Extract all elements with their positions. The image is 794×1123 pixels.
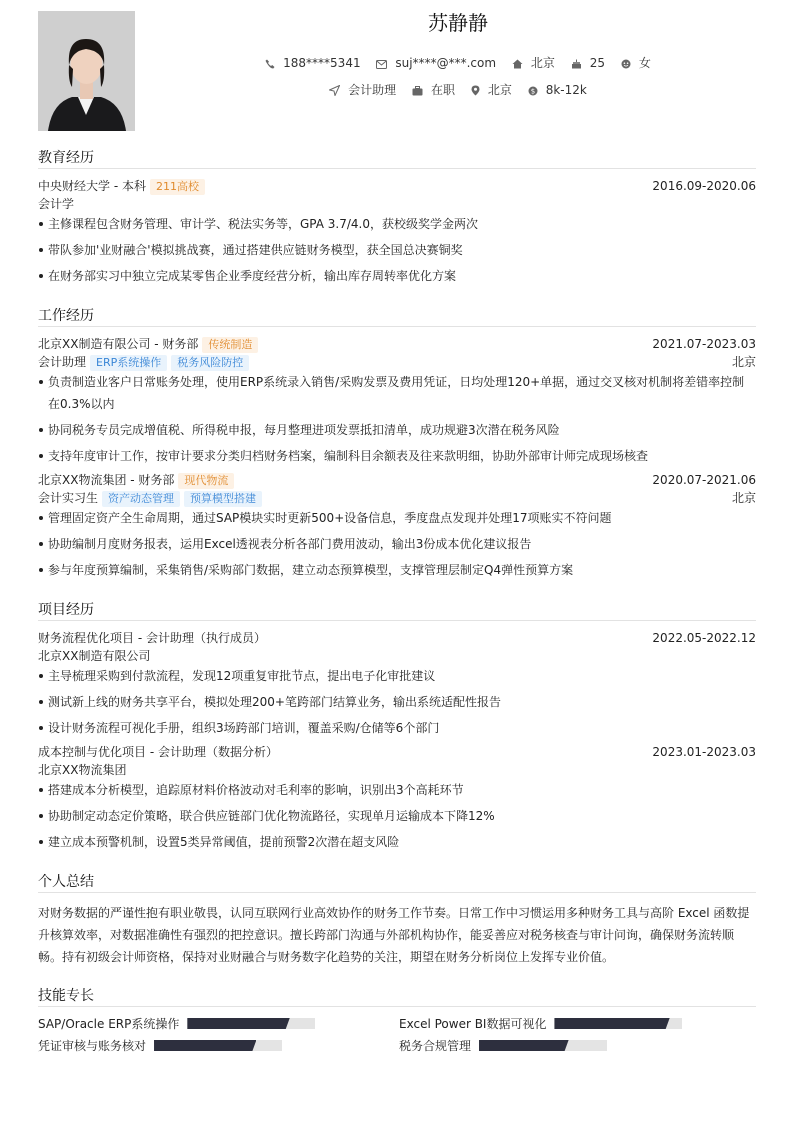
work-role-row: [38, 353, 756, 371]
project-date: 2023.01-2023.03: [652, 745, 756, 759]
project-bullets: [38, 665, 756, 739]
section-title: 技能专长: [38, 986, 756, 1007]
skill-tag: 资产动态管理: [102, 491, 180, 507]
section-title: 个人总结: [38, 872, 756, 893]
skill-item: [38, 1037, 282, 1055]
work-entry: [38, 471, 756, 581]
company-name: 北京XX物流集团 - 财务部: [38, 473, 175, 487]
email-info: [376, 56, 496, 70]
project-entry-header: [38, 743, 756, 761]
project-bullets: [38, 779, 756, 853]
work-city: 北京: [731, 355, 756, 369]
section-title: 项目经历: [38, 600, 756, 621]
school-name: 中央财经大学 - 本科: [38, 179, 146, 193]
list-item: 协助制定动态定价策略，联合供应链部门优化物流路径，实现单月运输成本下降12%: [38, 805, 756, 827]
skill-item: [399, 1037, 607, 1055]
work-entry-header: [38, 335, 756, 353]
work-city: 北京: [731, 491, 756, 505]
skills-section: [38, 986, 756, 1059]
skill-level-fill: [554, 1018, 669, 1029]
skill-name: 税务合规管理: [399, 1039, 472, 1053]
candidate-name: 苏静静: [428, 11, 488, 35]
work-entry-header: [38, 471, 756, 489]
target-position-info: [329, 81, 396, 98]
location-pin-icon: [471, 85, 480, 96]
age: 25: [589, 55, 606, 70]
skills-list: [38, 1015, 756, 1059]
project-entry: [38, 743, 756, 853]
cake-icon: [571, 59, 582, 69]
email-address: suj****@***.com: [395, 55, 497, 70]
list-item: 协助编制月度财务报表，运用Excel透视表分析各部门费用波动，输出3份成本优化建议报告: [38, 533, 756, 555]
school-tag: 211高校: [150, 179, 205, 195]
home-icon: [512, 59, 523, 69]
skill-name: SAP/Oracle ERP系统操作: [38, 1017, 180, 1031]
mail-icon: [376, 60, 387, 69]
list-item: 搭建成本分析模型，追踪原材料价格波动对毛利率的影响，识别出3个高耗环节: [38, 779, 756, 801]
employment-status: 在职: [431, 83, 456, 97]
work-bullets: [38, 371, 756, 467]
svg-text:$: $: [530, 87, 535, 96]
summary-text: 对财务数据的严谨性抱有职业敬畏，认同互联网行业高效协作的财务工作节奏。日常工作中习惯运用多种财务工具与高阶 Excel 函数提升核算效率，对数据准确性有强烈的把控意识。擅长跨部门沟通与外部机构协作，能妥善应对税务核查与审计问询，确保财务流转顺畅。持有初级会计师资格，保持对业财融合与财务数字化趋势的关注，期望在财务分析岗位上发挥专业价值。: [38, 906, 750, 964]
education-section: [38, 148, 756, 291]
phone-number: 188****5341: [283, 55, 361, 70]
list-item: 设计财务流程可视化手册，组织3场跨部门培训，覆盖采购/仓储等6个部门: [38, 717, 756, 739]
project-org: 北京XX制造有限公司: [38, 649, 151, 663]
industry-tag: 传统制造: [202, 337, 258, 353]
hometown: 北京: [530, 56, 555, 70]
project-date: 2022.05-2022.12: [652, 631, 756, 645]
project-name: 成本控制与优化项目 - 会计助理（数据分析）: [38, 745, 278, 759]
list-item: 主修课程包含财务管理、审计学、税法实务等，GPA 3.7/4.0，获校级奖学金两次: [38, 213, 756, 235]
target-city: 北京: [487, 83, 512, 97]
gender: 女: [638, 56, 651, 70]
skill-tag: 预算模型搭建: [184, 491, 262, 507]
skill-name: 凭证审核与账务核对: [38, 1039, 147, 1053]
skill-tag: ERP系统操作: [90, 355, 167, 371]
work-date: 2021.07-2023.03: [652, 337, 756, 351]
list-item: 协同税务专员完成增值税、所得税申报，每月整理进项发票抵扣清单，成功规避3次潜在税务风险: [38, 419, 756, 441]
work-section: [38, 306, 756, 585]
work-date: 2020.07-2021.06: [652, 473, 756, 487]
salary-info: [528, 83, 587, 97]
skill-tag: 税务风险防控: [171, 355, 249, 371]
project-org: 北京XX物流集团: [38, 763, 127, 777]
work-role-row: [38, 489, 756, 507]
list-item: 带队参加'业财融合'模拟挑战赛，通过搭建供应链财务模型，获全国总决赛铜奖: [38, 239, 756, 261]
work-entry: [38, 335, 756, 467]
age-info: [571, 56, 605, 70]
list-item: 管理固定资产全生命周期，通过SAP模块实时更新500+设备信息，季度盘点发现并处理17项账实不符问题: [38, 507, 756, 529]
skill-level-fill: [479, 1040, 569, 1051]
money-icon: [528, 86, 538, 96]
projects-section: [38, 600, 756, 857]
job-intent-row: [38, 81, 794, 98]
skill-item: [399, 1015, 682, 1033]
gender-icon: [621, 59, 631, 69]
education-bullets: [38, 213, 756, 287]
company-name: 北京XX制造有限公司 - 财务部: [38, 337, 199, 351]
skill-level-bar: [154, 1040, 282, 1051]
list-item: 主导梳理采购到付款流程，发现12项重复审批节点，提出电子化审批建议: [38, 665, 756, 687]
job-role: 会计实习生: [38, 491, 99, 505]
send-icon: [329, 85, 340, 96]
education-date: 2016.09-2020.06: [652, 179, 756, 193]
work-bullets: [38, 507, 756, 581]
skill-level-bar: [187, 1018, 315, 1029]
list-item: 测试新上线的财务共享平台，模拟处理200+笔跨部门结算业务，输出系统适配性报告: [38, 691, 756, 713]
job-role: 会计助理: [38, 355, 87, 369]
target-city-info: [471, 81, 512, 98]
list-item: 负责制造业客户日常账务处理，使用ERP系统录入销售/采购发票及费用凭证，日均处理120+单据，通过交叉核对机制将差错率控制在0.3%以内: [38, 371, 756, 415]
industry-tag: 现代物流: [178, 473, 234, 489]
list-item: 在财务部实习中独立完成某零售企业季度经营分析，输出库存周转率优化方案: [38, 265, 756, 287]
skill-level-bar: [554, 1018, 682, 1029]
skill-name: Excel Power BI数据可视化: [399, 1017, 547, 1031]
expected-salary: 8k-12k: [545, 82, 587, 97]
skill-level-fill: [154, 1040, 256, 1051]
section-title: 教育经历: [38, 148, 756, 169]
list-item: 建立成本预警机制，设置5类异常阈值，提前预警2次潜在超支风险: [38, 831, 756, 853]
skill-item: [38, 1015, 315, 1033]
phone-icon: [265, 59, 275, 69]
project-entry-header: [38, 629, 756, 647]
skill-level-fill: [187, 1018, 289, 1029]
phone-info: [265, 56, 360, 70]
gender-info: [621, 54, 651, 71]
list-item: 参与年度预算编制，采集销售/采购部门数据，建立动态预算模型，支撑管理层制定Q4弹性预算方案: [38, 559, 756, 581]
summary-section: [38, 872, 756, 968]
target-position: 会计助理: [348, 83, 397, 97]
status-info: [412, 81, 455, 98]
section-title: 工作经历: [38, 306, 756, 327]
skill-level-bar: [479, 1040, 607, 1051]
briefcase-icon: [412, 86, 423, 96]
contact-info-row: [38, 54, 794, 71]
major: 会计学: [38, 197, 75, 211]
list-item: 支持年度审计工作，按审计要求分类归档财务档案，编制科目余额表及往来款明细，协助外部审计师完成现场核查: [38, 445, 756, 467]
hometown-info: [512, 54, 555, 71]
project-name: 财务流程优化项目 - 会计助理（执行成员）: [38, 631, 266, 645]
project-entry: [38, 629, 756, 739]
education-entry-header: [38, 177, 756, 195]
